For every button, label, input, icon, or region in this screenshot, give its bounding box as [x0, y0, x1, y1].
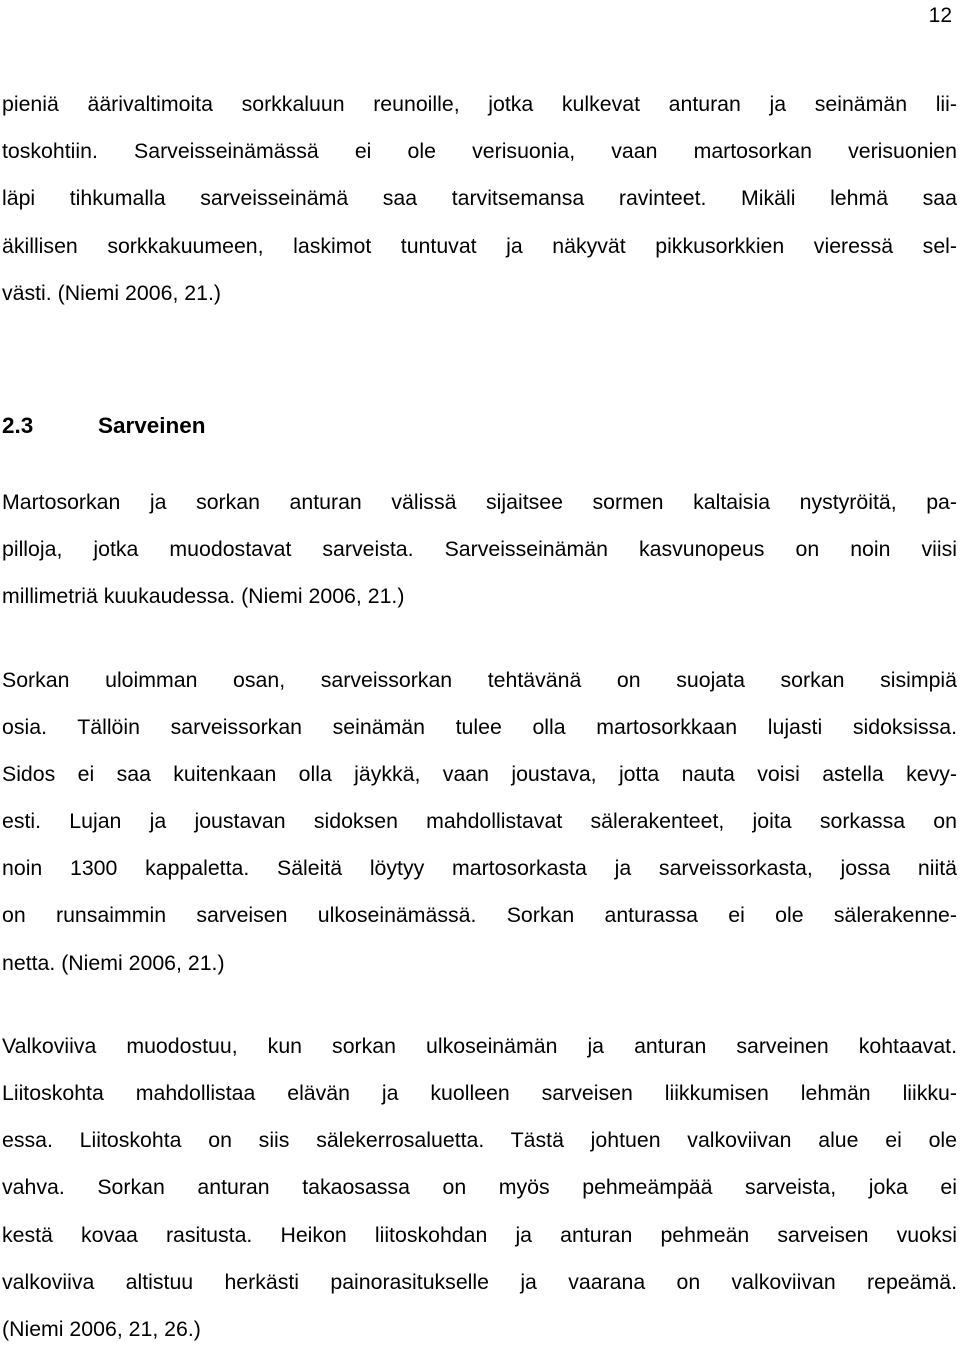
- text-line: kestä kovaa rasitusta. Heikon liitoskohdan ja anturan pehmeän sarveisen vuoksi: [2, 1222, 957, 1247]
- text-line: Valkoviiva muodostuu, kun sorkan ulkoseinämän ja anturan sarveinen kohtaavat.: [2, 1033, 957, 1058]
- text-line: vahva. Sorkan anturan takaosassa on myös pehmeämpää sarveista, joka ei: [2, 1175, 957, 1200]
- text-line: netta. (Niemi 2006, 21.): [2, 950, 225, 975]
- text-line: esti. Lujan ja joustavan sidoksen mahdollistavat sälerakenteet, joita sorkassa on: [2, 809, 957, 834]
- text-line: essa. Liitoskohta on siis sälekerrosaluetta. Tästä johtuen valkoviivan alue ei ole: [2, 1128, 957, 1153]
- paragraph-blood-vessels: [2, 81, 957, 317]
- text-line: millimetriä kuukaudessa. (Niemi 2006, 21.): [2, 584, 405, 609]
- text-line: valkoviiva altistuu herkästi painorasitukselle ja vaarana on valkoviivan repeämä.: [2, 1269, 957, 1294]
- paragraph-hoof-wall: [2, 657, 957, 987]
- document-body: [2, 81, 957, 1353]
- section-heading: [2, 402, 957, 449]
- text-line: Liitoskohta mahdollistaa elävän ja kuolleen sarveisen liikkumisen lehmän liikku-: [2, 1081, 957, 1105]
- page-number: 12: [928, 4, 952, 27]
- text-line: pieniä äärivaltimoita sorkkaluun reunoille, jotka kulkevat anturan ja seinämän lii-: [2, 92, 957, 116]
- paragraph-white-line: [2, 1023, 957, 1353]
- paragraph-papillae: [2, 479, 957, 621]
- text-line: Martosorkan ja sorkan anturan välissä sijaitsee sormen kaltaisia nystyröitä, pa-: [2, 489, 957, 514]
- text-line: (Niemi 2006, 21, 26.): [2, 1316, 201, 1341]
- text-line: pilloja, jotka muodostavat sarveista. Sarveisseinämän kasvunopeus on noin viisi: [2, 537, 957, 562]
- text-line: osia. Tällöin sarveissorkan seinämän tulee olla martosorkkaan lujasti sidoksissa.: [2, 714, 957, 739]
- section-number: 2.3: [2, 412, 34, 438]
- text-line: on runsaimmin sarveisen ulkoseinämässä. Sorkan anturassa ei ole sälerakenne-: [2, 903, 957, 928]
- text-line: läpi tihkumalla sarveisseinämä saa tarvitsemansa ravinteet. Mikäli lehmä saa: [2, 186, 957, 211]
- text-line: noin 1300 kappaletta. Säleitä löytyy martosorkasta ja sarveissorkasta, jossa niitä: [2, 856, 957, 881]
- text-line: Sidos ei saa kuitenkaan olla jäykkä, vaan joustava, jotta nauta voisi astella kevy-: [2, 761, 957, 786]
- text-line: toskohtiin. Sarveisseinämässä ei ole verisuonia, vaan martosorkan verisuonien: [2, 139, 957, 164]
- text-line: äkillisen sorkkakuumeen, laskimot tuntuvat ja näkyvät pikkusorkkien vieressä sel-: [2, 233, 957, 258]
- section-title: Sarveinen: [98, 412, 206, 438]
- text-line: västi. (Niemi 2006, 21.): [2, 280, 221, 305]
- text-line: Sorkan uloimman osan, sarveissorkan tehtävänä on suojata sorkan sisimpiä: [2, 667, 957, 692]
